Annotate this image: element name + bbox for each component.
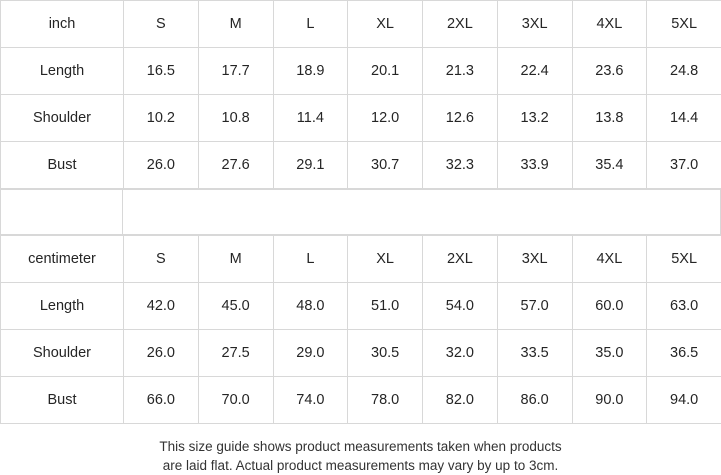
cell-inch-shoulder-3xl: 13.2 (497, 95, 572, 142)
cell-cm-length-m: 45.0 (198, 283, 273, 330)
size-header-cm-5xl: 5XL (647, 236, 721, 283)
cell-cm-shoulder-xl: 30.5 (348, 330, 423, 377)
size-table-centimeter (0, 235, 721, 424)
row-label-cm-bust: Bust (1, 377, 124, 424)
table-row (1, 330, 721, 377)
unit-header-centimeter: centimeter (1, 236, 124, 283)
cell-inch-length-m: 17.7 (198, 48, 273, 95)
note-line-2: are laid flat. Actual product measurements may vary by up to 3cm. (0, 456, 721, 475)
size-header-cm-m: M (198, 236, 273, 283)
size-header-cm-4xl: 4XL (572, 236, 647, 283)
cell-cm-shoulder-l: 29.0 (273, 330, 348, 377)
cell-cm-bust-l: 74.0 (273, 377, 348, 424)
row-label-length: Length (1, 48, 124, 95)
unit-header-inch: inch (1, 1, 124, 48)
table-row (1, 142, 721, 189)
cell-cm-bust-4xl: 90.0 (572, 377, 647, 424)
cell-inch-bust-2xl: 32.3 (423, 142, 498, 189)
size-header-2xl: 2XL (423, 1, 498, 48)
cell-cm-bust-s: 66.0 (124, 377, 199, 424)
cell-inch-shoulder-s: 10.2 (124, 95, 199, 142)
size-header-4xl: 4XL (572, 1, 647, 48)
cell-inch-length-l: 18.9 (273, 48, 348, 95)
cell-inch-shoulder-2xl: 12.6 (423, 95, 498, 142)
size-header-cm-xl: XL (348, 236, 423, 283)
table-row (1, 48, 721, 95)
cell-inch-shoulder-5xl: 14.4 (647, 95, 721, 142)
cell-cm-shoulder-3xl: 33.5 (497, 330, 572, 377)
cell-inch-length-4xl: 23.6 (572, 48, 647, 95)
cell-inch-bust-xl: 30.7 (348, 142, 423, 189)
table-header-row (1, 236, 721, 283)
table-row (1, 95, 721, 142)
cell-inch-length-xl: 20.1 (348, 48, 423, 95)
cell-cm-length-s: 42.0 (124, 283, 199, 330)
cell-inch-length-5xl: 24.8 (647, 48, 721, 95)
size-header-cm-s: S (124, 236, 199, 283)
cell-cm-bust-5xl: 94.0 (647, 377, 721, 424)
size-header-cm-l: L (273, 236, 348, 283)
cell-cm-length-l: 48.0 (273, 283, 348, 330)
cell-inch-length-s: 16.5 (124, 48, 199, 95)
cell-cm-shoulder-s: 26.0 (124, 330, 199, 377)
cell-inch-shoulder-4xl: 13.8 (572, 95, 647, 142)
note-line-1: This size guide shows product measurements taken when products (0, 437, 721, 456)
cell-cm-length-3xl: 57.0 (497, 283, 572, 330)
cell-cm-length-4xl: 60.0 (572, 283, 647, 330)
cell-inch-bust-5xl: 37.0 (647, 142, 721, 189)
row-label-shoulder: Shoulder (1, 95, 124, 142)
row-label-cm-shoulder: Shoulder (1, 330, 124, 377)
size-header-s: S (124, 1, 199, 48)
cell-inch-shoulder-l: 11.4 (273, 95, 348, 142)
size-table-inch (0, 0, 721, 189)
table-row (1, 377, 721, 424)
cell-cm-shoulder-4xl: 35.0 (572, 330, 647, 377)
cell-cm-length-xl: 51.0 (348, 283, 423, 330)
cell-cm-bust-3xl: 86.0 (497, 377, 572, 424)
table-row (1, 283, 721, 330)
cell-cm-shoulder-2xl: 32.0 (423, 330, 498, 377)
cell-inch-bust-3xl: 33.9 (497, 142, 572, 189)
cell-cm-shoulder-m: 27.5 (198, 330, 273, 377)
size-guide-note (0, 424, 721, 475)
cell-cm-bust-m: 70.0 (198, 377, 273, 424)
row-label-bust: Bust (1, 142, 124, 189)
size-header-xl: XL (348, 1, 423, 48)
cell-inch-bust-l: 29.1 (273, 142, 348, 189)
size-header-l: L (273, 1, 348, 48)
cell-inch-shoulder-xl: 12.0 (348, 95, 423, 142)
cell-inch-shoulder-m: 10.8 (198, 95, 273, 142)
cell-inch-length-2xl: 21.3 (423, 48, 498, 95)
cell-cm-bust-2xl: 82.0 (423, 377, 498, 424)
cell-cm-shoulder-5xl: 36.5 (647, 330, 721, 377)
size-header-m: M (198, 1, 273, 48)
cell-inch-bust-4xl: 35.4 (572, 142, 647, 189)
cell-inch-bust-m: 27.6 (198, 142, 273, 189)
cell-cm-length-2xl: 54.0 (423, 283, 498, 330)
size-header-3xl: 3XL (497, 1, 572, 48)
table-header-row (1, 1, 721, 48)
cell-inch-length-3xl: 22.4 (497, 48, 572, 95)
cell-cm-bust-xl: 78.0 (348, 377, 423, 424)
size-header-cm-2xl: 2XL (423, 236, 498, 283)
cell-inch-bust-s: 26.0 (124, 142, 199, 189)
table-separator-band (0, 189, 721, 235)
row-label-cm-length: Length (1, 283, 124, 330)
size-header-cm-3xl: 3XL (497, 236, 572, 283)
cell-cm-length-5xl: 63.0 (647, 283, 721, 330)
size-header-5xl: 5XL (647, 1, 721, 48)
